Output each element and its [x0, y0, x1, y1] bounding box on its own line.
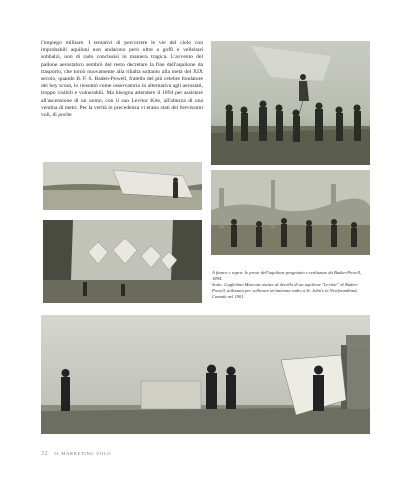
photo-marconi-levitor [41, 315, 370, 434]
photo-kite-ascent [211, 41, 370, 165]
caption-line-1: A fianco e sopra: le prove dell'aquilone progettato e realizzato da Baden-Powell, 1894. [212, 270, 362, 281]
photo-caption [212, 270, 370, 300]
page-number: 32 [41, 451, 49, 457]
page-footer [41, 451, 111, 457]
photo-group-trees [211, 170, 370, 255]
running-head: IL MARKETING VOLO [54, 451, 112, 456]
caption-line-2: Sotto: Guglielmo Marconi assiste al decollo di un aquilone "Levitor" di Baden-Powell, utilizzato per sollevare un'antenna radio a St. John's in Newfoundland, Canada nel 1901. [212, 281, 359, 299]
body-text: l'impiego militare. I tentativi di percorrere le vie del cielo con improbabili aquiloni non andarono però oltre a goffi e velleitari sobbalzi, non di rado conclusisi in maniera tragica. L'avvento del pallone aerostatico sembrò del resto decretare la fine dell'aquilone da trasporto, che tornò nuovamente alla ribalta soltanto alla metà del XIX secolo, quando B. F. S. Baden-Powell, fratello del più celebre fondatore dei boy scout, lo riesumò come osservatorio in alternativa agli aerostati, troppo visibili e vulnerabili. Ma bisogna attendere il 1894 per assistere all'ascensione di un uomo, con il suo Levitor Kite, all'altezza di una ventina di metri. Per la verità in precedenza vi erano stati dei brevissimi voli, di poche [41, 40, 203, 119]
photo-kites-flying [43, 220, 202, 303]
photo-kite-on-ground [43, 162, 202, 210]
